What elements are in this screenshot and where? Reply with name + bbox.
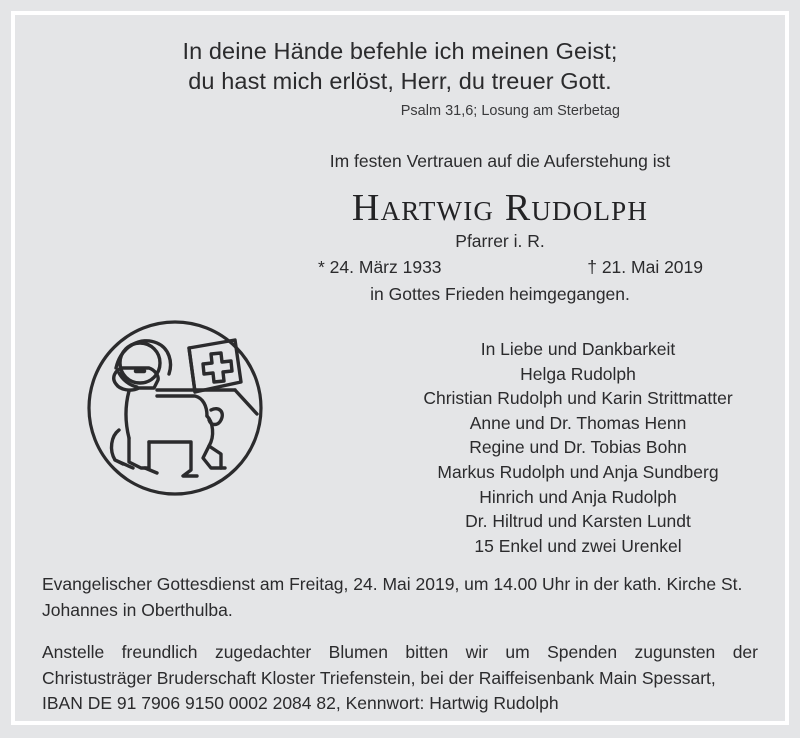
deceased-name: Hartwig Rudolph: [351, 187, 649, 229]
donation-main-text: Anstelle freundlich zugedachter Blumen bitten wir um Spenden zugunsten der Christusträger Bruderschaft Kloster Triefenstein, bei der Raiffeisenbank Main Spessart,: [42, 642, 758, 688]
donation-iban-text: IBAN DE 91 7906 9150 0002 2084 82, Kennwort: Hartwig Rudolph: [42, 693, 559, 713]
agnus-dei-icon: [85, 318, 265, 498]
family-member: Hinrich und Anja Rudolph: [479, 486, 677, 507]
family-member: Regine und Dr. Tobias Bohn: [469, 437, 687, 458]
donation-info: [42, 640, 758, 717]
family-member: Helga Rudolph: [520, 363, 636, 384]
family-member: 15 Enkel und zwei Urenkel: [474, 535, 682, 556]
quote-line-2: du hast mich erlöst, Herr, du treuer Gott.: [188, 68, 612, 94]
service-info: Evangelischer Gottesdienst am Freitag, 24. Mai 2019, um 14.00 Uhr in der kath. Kirche St. Johannes in Oberthulba.: [42, 574, 743, 620]
quote-source: Psalm 31,6; Losung am Sterbetag: [400, 103, 620, 119]
passing-text: in Gottes Frieden heimgegangen.: [370, 284, 630, 304]
family-member: Christian Rudolph und Karin Strittmatter: [423, 388, 733, 409]
family-names: [398, 337, 758, 558]
life-dates: [200, 255, 800, 279]
quote-line-1: In deine Hände befehle ich meinen Geist;: [182, 38, 618, 64]
family-member: Markus Rudolph und Anja Sundberg: [437, 461, 719, 482]
family-heading: In Liebe und Dankbarkeit: [480, 339, 676, 359]
footer-section: [42, 572, 758, 717]
scripture-quote: [100, 36, 700, 120]
family-member: Anne und Dr. Thomas Henn: [469, 412, 687, 433]
family-member: Dr. Hiltrud und Karsten Lundt: [465, 511, 691, 532]
birth-date: * 24. März 1933: [318, 257, 442, 277]
death-date: † 21. Mai 2019: [587, 257, 703, 277]
intro-text: Im festen Vertrauen auf die Auferstehung ist: [329, 151, 671, 171]
deceased-role: Pfarrer i. R.: [455, 231, 545, 251]
